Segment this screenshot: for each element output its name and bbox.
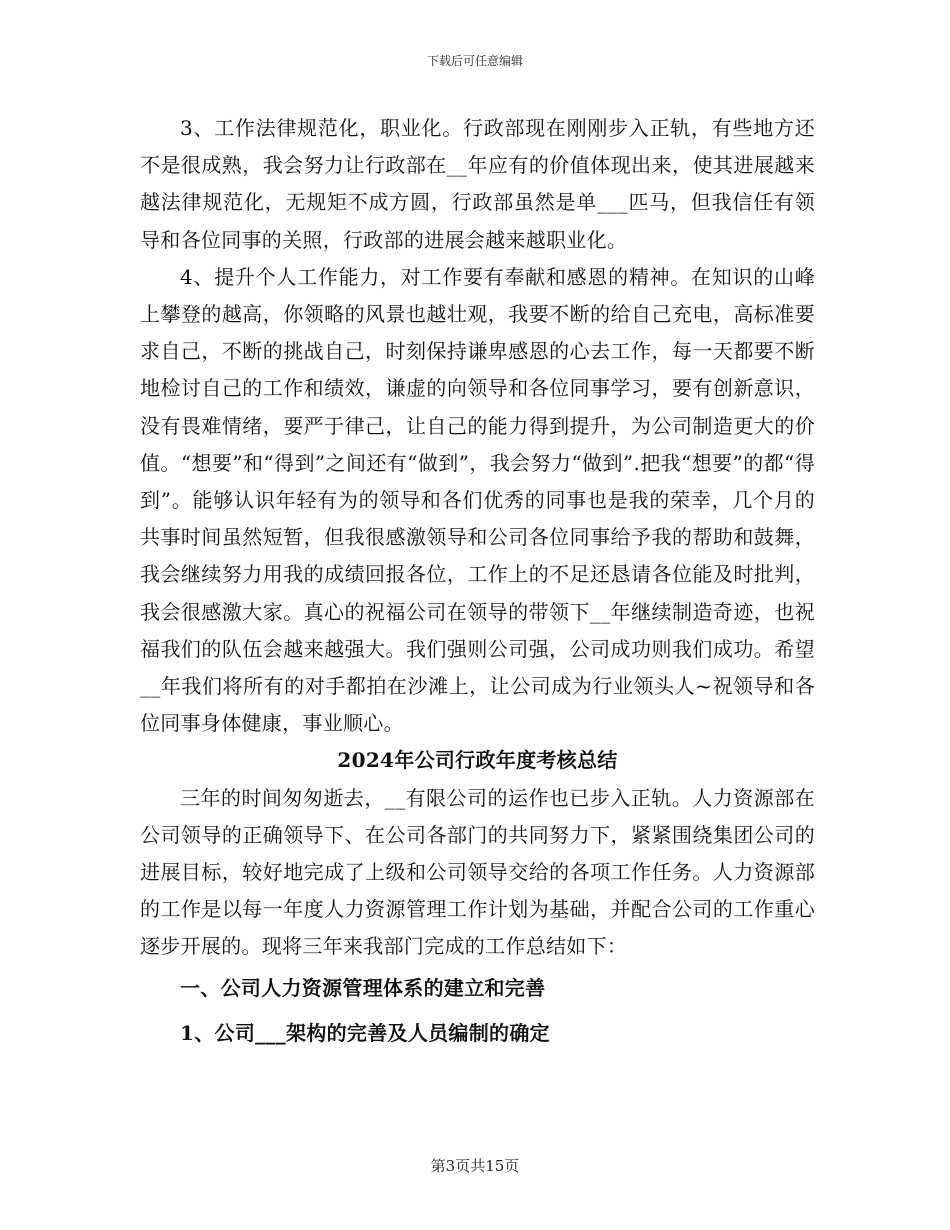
subsection-heading: 1、公司___架构的完善及人员编制的确定 [180,1020,550,1045]
document-title: 2024年公司行政年度考核总结 [337,748,618,773]
paragraph-item-3: 3、工作法律规范化，职业化。行政部现在刚刚步入正轨，有些地方还不是很成熟，我会努力让行政部在__年应有的价值体现出来，使其进展越来越法律规范化，无规矩不成方圆，行政部虽然是单___匹马，但我信任有领导和各位同事的关照，行政部的进展会越来越职业化。 [140,116,815,252]
paragraph-item-4: 4、提升个人工作能力，对工作要有奉献和感恩的精神。在知识的山峰上攀登的越高，你领略的风景也越壮观，我要不断的给自己充电，高标准要求自己，不断的挑战自己，时刻保持谦卑感恩的心去工作，每一天都要不断地检讨自己的工作和绩效，谦虚的向领导和各位同事学习，要有创新意识，没有畏难情绪，要严于律己，让自己的能力得到提升，为公司制造更大的价值。“想要”和“得到”之间还有“做到”，我会努力“做到”.把我“想要”的都“得到”。能够认识年轻有为的领导和各们优秀的同事也是我的荣幸，几个月的共事时间虽然短暂，但我很感激领导和公司各位同事给予我的帮助和鼓舞，我会继续努力用我的成绩回报各位，工作上的不足还恳请各位能及时批判，我会很感激大家。真心的祝福公司在领导的带领下__年继续制造奇迹，也祝福我们的队伍会越来越强大。我们强则公司强，公司成功则我们成功。希望__年我们将所有的对手都拍在沙滩上，让公司成为行业领头人~祝领导和各位同事身体健康，事业顺心。 [140,264,815,736]
intro-paragraph: 三年的时间匆匆逝去，__有限公司的运作也已步入正轨。人力资源部在公司领导的正确领导下、在公司各部门的共同努力下，紧紧围绕集团公司的进展目标，较好地完成了上级和公司领导交给的各项工作任务。人力资源部的工作是以每一年度人力资源管理工作计划为基础，并配合公司的工作重心逐步开展的。现将三年来我部门完成的工作总结如下： [140,785,815,959]
document-body [140,110,815,1052]
page-footer: 第3页共15页 [430,1157,520,1175]
page-header: 下载后可任意编辑 [426,54,523,68]
section-heading: 一、公司人力资源管理体系的建立和完善 [180,975,546,1000]
